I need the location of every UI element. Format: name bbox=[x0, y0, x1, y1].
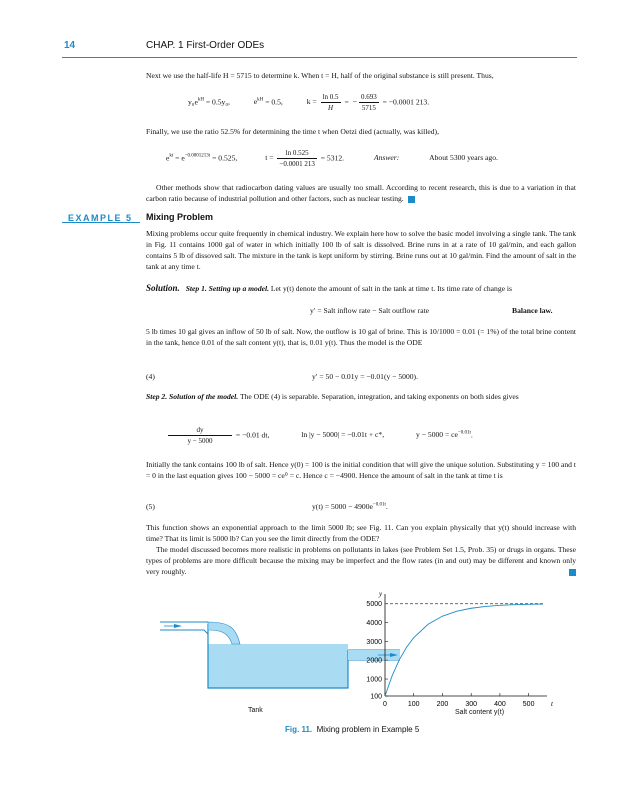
chapter-title: CHAP. 1 First-Order ODEs bbox=[146, 40, 265, 51]
example-title: Mixing Problem bbox=[146, 212, 214, 222]
intro-paragraph-2: Finally, we use the ratio 52.5% for determining the time t when Oetzi died (actually, was killed), bbox=[146, 127, 439, 136]
final-paragraph-2: The model discussed becomes more realistic in problems on pollutants in lakes (see Problem Set 1.5, Prob. 35) or drugs in organs. These types of problems are more difficult because the mixing may be imperfect and the flow rates (in and out) may be different and known only very roughly. bbox=[146, 545, 576, 576]
equation-balance-law: y′ = Salt inflow rate − Salt outflow rate bbox=[310, 306, 430, 315]
x-tick-label: 400 bbox=[494, 701, 506, 708]
x-tick-label: 200 bbox=[436, 701, 449, 708]
equation-4-number: (4) bbox=[146, 372, 155, 381]
y-tick-label: 1000 bbox=[366, 676, 382, 684]
final-paragraph-1: This function shows an exponential approach to the limit 5000 lb; see Fig. 11. Can you explain physically that y(t) should increase with time? That its limit is 5000 lb? Can you see the limit directly from the ODE? bbox=[146, 523, 576, 543]
equation-4: y′ = 50 − 0.01y = −0.01(y − 5000). bbox=[312, 372, 418, 381]
end-of-proof-square bbox=[408, 196, 415, 203]
tank-water bbox=[208, 644, 348, 688]
solution-step-1: Solution. Step 1. Setting up a model. Let y(t) denote the amount of salt in the tank at time t. Its time rate of change is bbox=[146, 283, 512, 293]
intro-paragraph-3: Other methods show that radiocarbon dating values are usually too small. According to recent research, this is due to a variation in that carbon ratio because of industrial pollution and other factors, such as nuclear testing. bbox=[146, 183, 576, 203]
end-of-example-square bbox=[569, 569, 576, 576]
x-tick-label: 0 bbox=[383, 701, 387, 708]
y-tick-label: 2000 bbox=[366, 657, 382, 665]
x-tick-label: 100 bbox=[407, 701, 420, 708]
x-tick-label: 500 bbox=[522, 701, 535, 708]
solution-curve bbox=[385, 604, 543, 696]
header-rule bbox=[62, 57, 577, 58]
chart-x-label: Salt content y(t) bbox=[455, 709, 505, 716]
y-tick-label: 100 bbox=[370, 693, 382, 701]
equation-5: $y(t) = 5000 - 4900e^{-0.01t}$. bbox=[312, 502, 388, 511]
x-tick-label: 300 bbox=[465, 701, 478, 708]
y-tick-label: 4000 bbox=[366, 620, 382, 627]
equation-half-life: $y_0e^{kH} = 0.5y_0$, $e^{kH} = 0.5$, k = $\frac{\ln 0.5}{H}$ = − $\frac{0.693}{5715}$ = −0.0001 213. bbox=[188, 93, 430, 112]
x-axis-symbol: t bbox=[551, 700, 553, 708]
balance-law-label: Balance law. bbox=[512, 306, 553, 315]
y-tick-label: 3000 bbox=[366, 638, 382, 646]
inflow-paragraph: 5 lb times 10 gal gives an inflow of 50 lb of salt. Now, the outflow is 10 gal of brine. This is 10/1000 = 0.01 (= 1%) of the total brine content in the tank, hence 0.01 of the salt content y(t), that is, 0.01 y(t). Thus the model is the ODE bbox=[146, 327, 576, 347]
example-rule bbox=[62, 222, 140, 223]
y-tick-label: 5000 bbox=[366, 601, 382, 609]
equation-separation: $\frac{dy}{y - 5000}$ = −0.01 dt, ln |y − 5000| = −0.01t + c*, $y - 5000 = ce^{-0.01t}$. bbox=[166, 425, 473, 446]
inflow-stream bbox=[208, 622, 240, 644]
example-paragraph-1: Mixing problems occur quite frequently in chemical industry. We explain here how to solve the basic model involving a single tank. The tank in Fig. 11 contains 1000 gal of water in which initially 100 lb of salt is dissolved. Brine runs in at a rate of 10 gal/min, and each gallon contains 5 lb of dissoved salt. The mixture in the tank is kept uniform by stirring. Brine runs out at 10 gal/min. Find the amount of salt in the tank at any time t. bbox=[146, 229, 576, 271]
tank-label: Tank bbox=[248, 707, 263, 714]
example-label: EXAMPLE 5 bbox=[68, 213, 133, 223]
initial-condition-paragraph: Initially the tank contains 100 lb of salt. Hence y(0) = 100 is the initial condition that will give the unique solution. Substituting y = 100 and t = 0 in the last equation gives 100 − 5000 = ce⁰ = c. Hence c = −4900. Hence the amount of salt in the tank at time t is bbox=[146, 460, 576, 480]
equation-oetzi: $e^{kt} = e^{-0.0001213t} = 0.525$, t = $\frac{\ln 0.525}{-0.0001 213}$ = 5312. Answer: About 5300 years ago. bbox=[166, 149, 498, 168]
salt-content-chart bbox=[355, 590, 555, 720]
equation-5-number: (5) bbox=[146, 502, 155, 511]
solution-step-2: Step 2. Solution of the model. The ODE (4) is separable. Separation, integration, and taking exponents on both sides gives bbox=[146, 392, 519, 401]
intro-paragraph-1: Next we use the half-life H = 5715 to determine k. When t = H, half of the original substance is still present. Thus, bbox=[146, 71, 494, 80]
y-axis-symbol: y bbox=[379, 590, 383, 598]
figure-caption: Fig. 11. Mixing problem in Example 5 bbox=[285, 725, 420, 734]
page-number: 14 bbox=[64, 40, 76, 51]
inflow-pipe-lower bbox=[160, 630, 208, 634]
